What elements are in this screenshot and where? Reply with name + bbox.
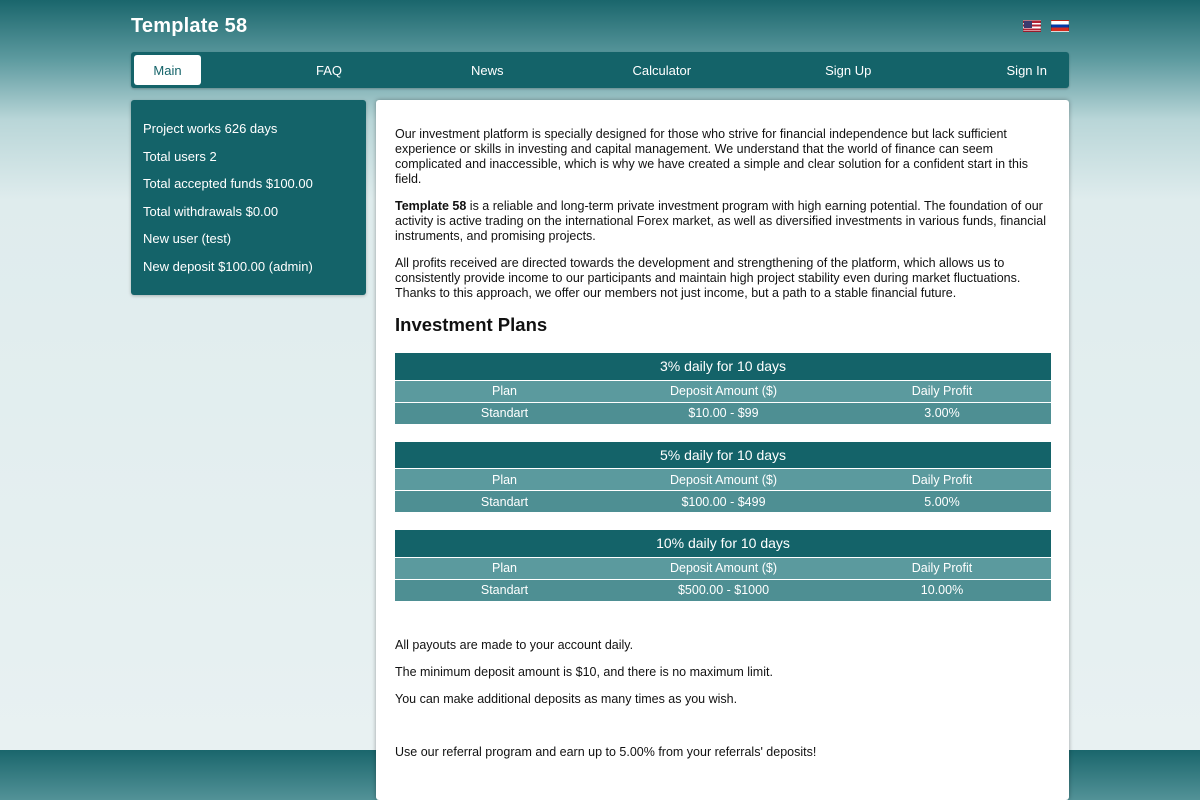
us-flag-icon[interactable] <box>1023 20 1041 32</box>
column-plan: Plan <box>395 557 614 579</box>
stat-project-works: Project works 626 days <box>143 121 278 136</box>
intro-paragraph-2-text: is a reliable and long-term private investment program with high earning potential. The foundation of our activity is active trading on the international Forex market, as well as diversified investments in various funds, financial instruments, and promising projects. <box>395 199 1046 243</box>
nav-calculator[interactable]: Calculator <box>632 62 692 78</box>
column-deposit: Deposit Amount ($) <box>614 469 833 491</box>
stats-sidebar <box>131 100 366 295</box>
page-wrapper <box>131 0 1069 800</box>
column-profit: Daily Profit <box>833 380 1051 402</box>
column-profit: Daily Profit <box>833 557 1051 579</box>
nav-faq[interactable]: FAQ <box>316 62 343 78</box>
stat-new-deposit: New deposit $100.00 (admin) <box>143 258 313 274</box>
note-additional-deposits: You can make additional deposits as many times as you wish. <box>395 691 738 706</box>
column-deposit: Deposit Amount ($) <box>614 380 833 402</box>
nav-main[interactable]: Main <box>134 55 201 85</box>
nav-sign-up[interactable]: Sign Up <box>825 62 872 78</box>
ru-flag-icon[interactable] <box>1051 20 1069 32</box>
main-navigation <box>131 52 1069 88</box>
nav-sign-in[interactable]: Sign In <box>1006 62 1047 78</box>
language-switcher <box>1023 20 1069 32</box>
plan-title: 5% daily for 10 days <box>395 442 1051 469</box>
nav-news[interactable]: News <box>471 62 504 78</box>
plan-table <box>395 530 1051 602</box>
content-area <box>131 100 1069 800</box>
stat-accepted-funds: Total accepted funds $100.00 <box>143 176 313 191</box>
stat-new-user: New user (test) <box>143 231 232 246</box>
plan-table <box>395 353 1051 425</box>
plan-table <box>395 442 1051 514</box>
intro-paragraph-2 <box>395 199 1050 244</box>
plan-range: $10.00 - $99 <box>614 402 833 424</box>
plan-title: 10% daily for 10 days <box>395 530 1051 557</box>
stat-withdrawals: Total withdrawals $0.00 <box>143 203 279 219</box>
column-profit: Daily Profit <box>833 469 1051 491</box>
plan-profit: 5.00% <box>833 491 1051 513</box>
note-minimum-deposit: The minimum deposit amount is $10, and there is no maximum limit. <box>395 664 773 679</box>
site-title[interactable]: Template 58 <box>131 14 248 37</box>
intro-paragraph-3: All profits received are directed towards the development and strengthening of the platform, which allows us to consistently provide income to our participants and maintain high project stability even during market fluctuations. Thanks to this approach, we offer our members not just income, but a path to a stable financial future. <box>395 256 1021 300</box>
plan-range: $500.00 - $1000 <box>614 579 833 601</box>
site-header <box>131 0 1069 52</box>
referral-text: Use our referral program and earn up to 5.00% from your referrals' deposits! <box>395 744 817 759</box>
plan-name: Standart <box>395 402 614 424</box>
plan-profit: 3.00% <box>833 402 1051 424</box>
plan-title: 3% daily for 10 days <box>395 353 1051 380</box>
plan-name: Standart <box>395 491 614 513</box>
column-plan: Plan <box>395 469 614 491</box>
plans-title: Investment Plans <box>395 314 548 335</box>
plan-profit: 10.00% <box>833 579 1051 601</box>
plan-name: Standart <box>395 579 614 601</box>
payout-notes <box>395 638 1050 707</box>
main-panel <box>376 100 1069 800</box>
column-deposit: Deposit Amount ($) <box>614 557 833 579</box>
plan-range: $100.00 - $499 <box>614 491 833 513</box>
intro-paragraph-1: Our investment platform is specially designed for those who strive for financial independence but lack sufficient experience or skills in investing and capital management. We understand that the world of finance can seem complicated and inaccessible, which is why we have created a simple and clear solution for a confident start in this field. <box>395 127 1028 186</box>
stat-total-users: Total users 2 <box>143 148 217 164</box>
note-daily-payouts: All payouts are made to your account daily. <box>395 637 634 652</box>
column-plan: Plan <box>395 380 614 402</box>
brand-name: Template 58 <box>395 199 467 213</box>
